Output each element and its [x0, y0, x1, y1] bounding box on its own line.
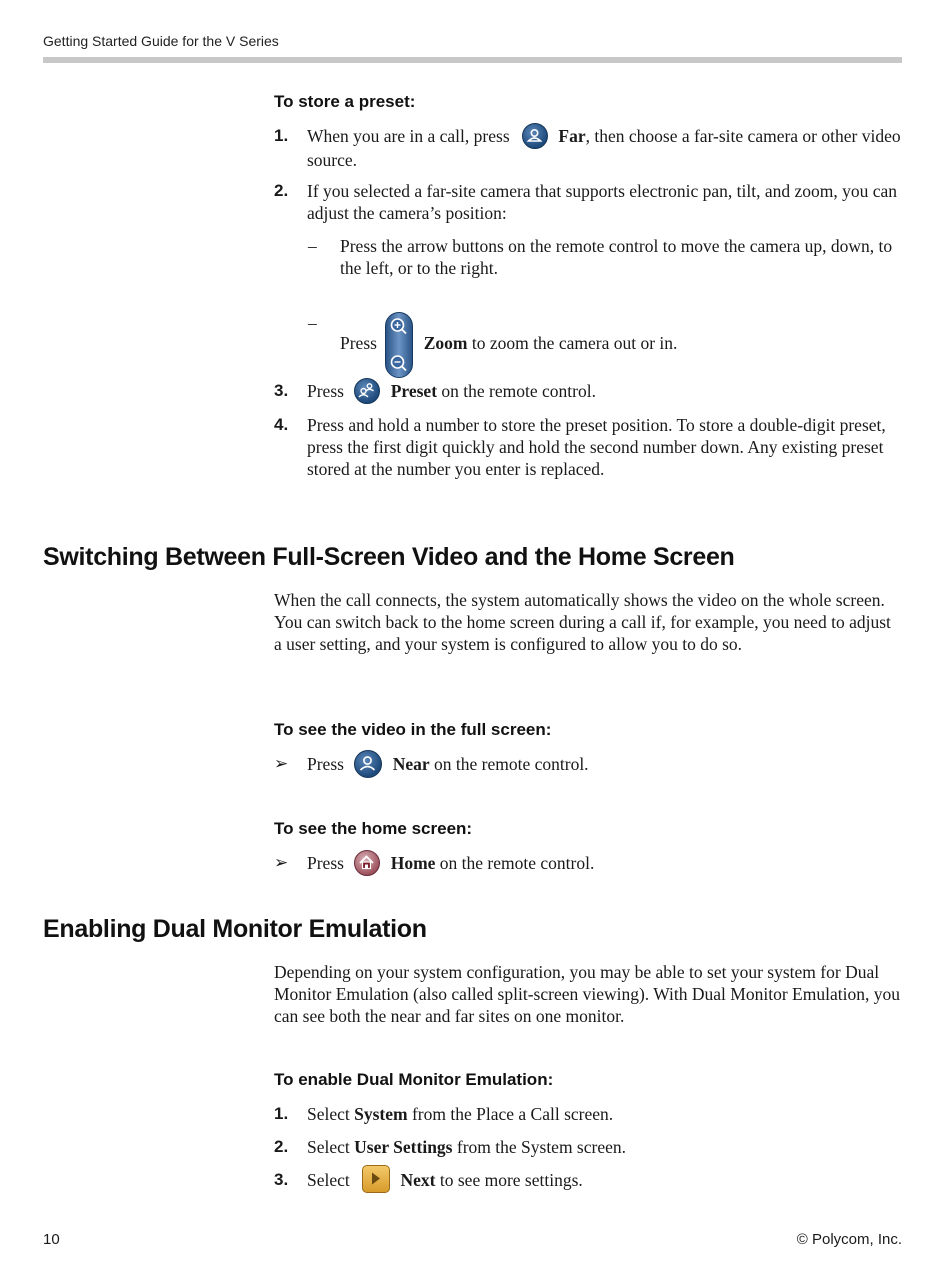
- near-camera-icon: [354, 750, 382, 778]
- dash-marker: –: [308, 236, 317, 256]
- step-text-post: to see more settings.: [435, 1170, 583, 1190]
- step-number: 2.: [274, 181, 289, 200]
- step-bold: Next: [400, 1170, 436, 1190]
- dash-marker: –: [308, 313, 317, 333]
- step-number: 1.: [274, 126, 289, 145]
- step-text-pre: Press: [307, 381, 344, 401]
- header-rule: [43, 57, 902, 63]
- section-heading-switching: Switching Between Full-Screen Video and the Home Screen: [43, 543, 735, 571]
- step-bold: System: [354, 1104, 408, 1124]
- sub-item-text: [340, 312, 902, 378]
- step-text-pre: Press: [307, 853, 344, 873]
- step-text: [307, 125, 902, 171]
- step-text-post: on the remote control.: [435, 853, 595, 873]
- next-arrow-icon: [362, 1165, 390, 1193]
- page-number: 10: [43, 1231, 60, 1248]
- dual-monitor-body: Depending on your system configuration, you may be able to set your system for Dual Monitor Emulation (also called split-screen viewing). With Dual Monitor Emulation, you can see both the near and far sites on one monitor.: [274, 962, 900, 1026]
- step-text-post: , then choose a far-site camera or other video source.: [307, 126, 901, 170]
- step-text-post: on the remote control.: [429, 754, 589, 774]
- step-number: 3.: [274, 381, 289, 400]
- step-text: [307, 1169, 902, 1193]
- step-number: 1.: [274, 1104, 289, 1123]
- step-text-post: on the remote control.: [437, 381, 596, 401]
- step-text-pre: Select: [307, 1137, 355, 1157]
- step-bold: Home: [390, 853, 436, 873]
- step-text: [307, 1136, 902, 1158]
- step-bold: Far: [558, 126, 586, 146]
- step-bold: User Settings: [354, 1137, 453, 1157]
- step-number: 4.: [274, 415, 289, 434]
- home-icon: [354, 850, 380, 876]
- sub-text-post: to zoom the camera out or in.: [467, 333, 678, 354]
- step-text: [307, 753, 902, 778]
- procedure-title-store-preset: To store a preset:: [274, 92, 416, 111]
- preset-icon: [354, 378, 380, 404]
- step-text: [307, 852, 902, 876]
- step-number: 3.: [274, 1170, 289, 1189]
- bullet-arrow: ➢: [274, 853, 289, 872]
- step-text-post: from the Place a Call screen.: [407, 1104, 614, 1124]
- step-text-pre: Select: [307, 1104, 355, 1124]
- sub-item-text: Press the arrow buttons on the remote control to move the camera up, down, to the left, or to the right.: [340, 236, 893, 278]
- switching-body: When the call connects, the system automatically shows the video on the whole screen. You can switch back to the home screen during a call if, for example, you need to adjust a user setting, and your system is configured to allow you to do so.: [274, 590, 891, 654]
- page-header-title: Getting Started Guide for the V Series: [43, 33, 279, 49]
- zoom-icon: [385, 312, 413, 378]
- step-bold: Preset: [390, 381, 438, 401]
- copyright: © Polycom, Inc.: [796, 1231, 902, 1248]
- step-text: [307, 380, 902, 404]
- step-text-pre: Select: [307, 1170, 350, 1190]
- step-text-pre: Press: [307, 754, 344, 774]
- step-text-post: from the System screen.: [452, 1137, 626, 1157]
- procedure-title-dual-monitor: To enable Dual Monitor Emulation:: [274, 1070, 554, 1089]
- sub-text-pre: Press: [340, 333, 377, 354]
- sub-bold: Zoom: [423, 333, 468, 354]
- far-camera-icon: [522, 123, 548, 149]
- step-number: 2.: [274, 1137, 289, 1156]
- section-heading-dual-monitor: Enabling Dual Monitor Emulation: [43, 915, 427, 943]
- bullet-arrow: ➢: [274, 754, 289, 773]
- step-bold: Near: [392, 754, 430, 774]
- step-text-pre: When you are in a call, press: [307, 126, 510, 146]
- procedure-title-home-screen: To see the home screen:: [274, 819, 473, 838]
- procedure-title-full-screen: To see the video in the full screen:: [274, 720, 552, 739]
- step-text: [307, 1103, 902, 1125]
- step-text: If you selected a far-site camera that supports electronic pan, tilt, and zoom, you can adjust the camera’s position:: [307, 181, 898, 223]
- step-text: Press and hold a number to store the preset position. To store a double-digit preset, press the first digit quickly and hold the second number down. Any existing preset stored at the number you enter is replaced.: [307, 415, 886, 479]
